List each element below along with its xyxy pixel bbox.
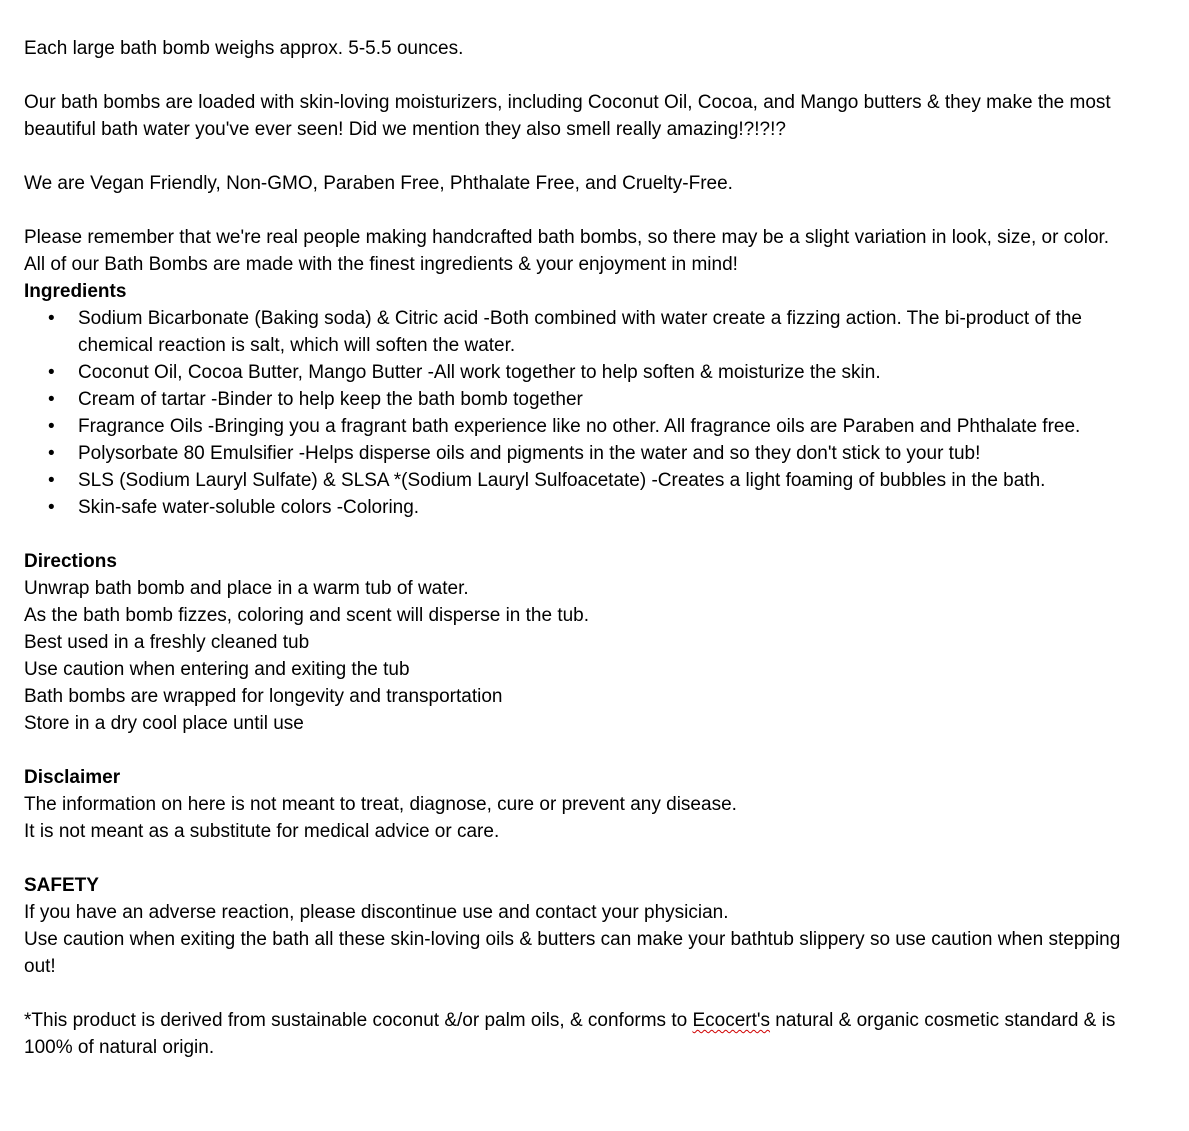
bullet-icon: • <box>48 389 55 410</box>
ingredient-text: Coconut Oil, Cocoa Butter, Mango Butter -All work together to help soften & moisturize the skin. <box>78 362 881 383</box>
intro-moisturizers: Our bath bombs are loaded with skin-loving moisturizers, including Coconut Oil, Cocoa, and Mango butters & they make the most beautiful bath water you've ever seen! Did we mention they also smell really amazing!?!?!? <box>24 92 1111 140</box>
ingredient-text: Fragrance Oils -Bringing you a fragrant bath experience like no other. All fragrance oils are Paraben and Phthalate free. <box>78 416 1081 437</box>
ingredients-heading: Ingredients <box>24 281 127 302</box>
bullet-icon: • <box>48 362 55 383</box>
safety-line: If you have an adverse reaction, please discontinue use and contact your physician. <box>24 902 729 923</box>
paragraph-gap <box>24 737 1124 764</box>
safety-heading: SAFETY <box>24 875 99 896</box>
paragraph-gap <box>24 62 1124 89</box>
safety-line: Use caution when exiting the bath all these skin-loving oils & butters can make your bathtub slippery so use caution when stepping out! <box>24 929 1121 977</box>
ingredient-item <box>24 467 1124 494</box>
paragraph-gap <box>24 143 1124 170</box>
paragraph-gap <box>24 197 1124 224</box>
footnote <box>24 1007 1124 1061</box>
ingredient-text: Skin-safe water-soluble colors -Coloring. <box>78 497 420 518</box>
ingredient-text: SLS (Sodium Lauryl Sulfate) & SLSA *(Sodium Lauryl Sulfoacetate) -Creates a light foaming of bubbles in the bath. <box>78 470 1046 491</box>
paragraph-gap <box>24 845 1124 872</box>
bullet-icon: • <box>48 497 55 518</box>
disclaimer-line: It is not meant as a substitute for medical advice or care. <box>24 821 500 842</box>
ingredient-item <box>24 386 1124 413</box>
directions-line: As the bath bomb fizzes, coloring and scent will disperse in the tub. <box>24 605 590 626</box>
ingredient-item <box>24 440 1124 467</box>
directions-line: Store in a dry cool place until use <box>24 713 304 734</box>
disclaimer-line: The information on here is not meant to treat, diagnose, cure or prevent any disease. <box>24 794 737 815</box>
ingredient-item <box>24 359 1124 386</box>
paragraph-gap <box>24 521 1124 548</box>
bullet-icon: • <box>48 443 55 464</box>
disclaimer-heading: Disclaimer <box>24 767 121 788</box>
directions-line: Best used in a freshly cleaned tub <box>24 632 310 653</box>
footnote-text-before: *This product is derived from sustainable coconut &/or palm oils, & conforms to <box>24 1010 693 1031</box>
bullet-icon: • <box>48 470 55 491</box>
ingredient-text: Sodium Bicarbonate (Baking soda) & Citric acid -Both combined with water create a fizzing action. The bi-product of the chemical reaction is salt, which will soften the water. <box>78 308 1082 356</box>
directions-line: Bath bombs are wrapped for longevity and transportation <box>24 686 503 707</box>
ingredients-list <box>24 305 1124 521</box>
paragraph-gap <box>24 980 1124 1007</box>
ingredient-item <box>24 305 1124 359</box>
bullet-icon: • <box>48 416 55 437</box>
intro-handcrafted: Please remember that we're real people making handcrafted bath bombs, so there may be a slight variation in look, size, or color. All of our Bath Bombs are made with the finest ingredients & your enjoyment in mind! <box>24 227 1110 275</box>
directions-heading: Directions <box>24 551 117 572</box>
footnote-text-after: natural & organic cosmetic standard & is 100% of natural origin. <box>24 1010 1116 1058</box>
ingredient-text: Polysorbate 80 Emulsifier -Helps disperse oils and pigments in the water and so they don't stick to your tub! <box>78 443 981 464</box>
spellcheck-flagged-word[interactable]: Ecocert's <box>692 1010 771 1031</box>
ingredient-item <box>24 413 1124 440</box>
ingredient-text: Cream of tartar -Binder to help keep the bath bomb together <box>78 389 583 410</box>
directions-line: Unwrap bath bomb and place in a warm tub of water. <box>24 578 469 599</box>
intro-vegan: We are Vegan Friendly, Non-GMO, Paraben Free, Phthalate Free, and Cruelty-Free. <box>24 173 733 194</box>
intro-weight: Each large bath bomb weighs approx. 5-5.5 ounces. <box>24 38 464 59</box>
bullet-icon: • <box>48 308 55 329</box>
ingredient-item <box>24 494 1124 521</box>
directions-line: Use caution when entering and exiting the tub <box>24 659 410 680</box>
